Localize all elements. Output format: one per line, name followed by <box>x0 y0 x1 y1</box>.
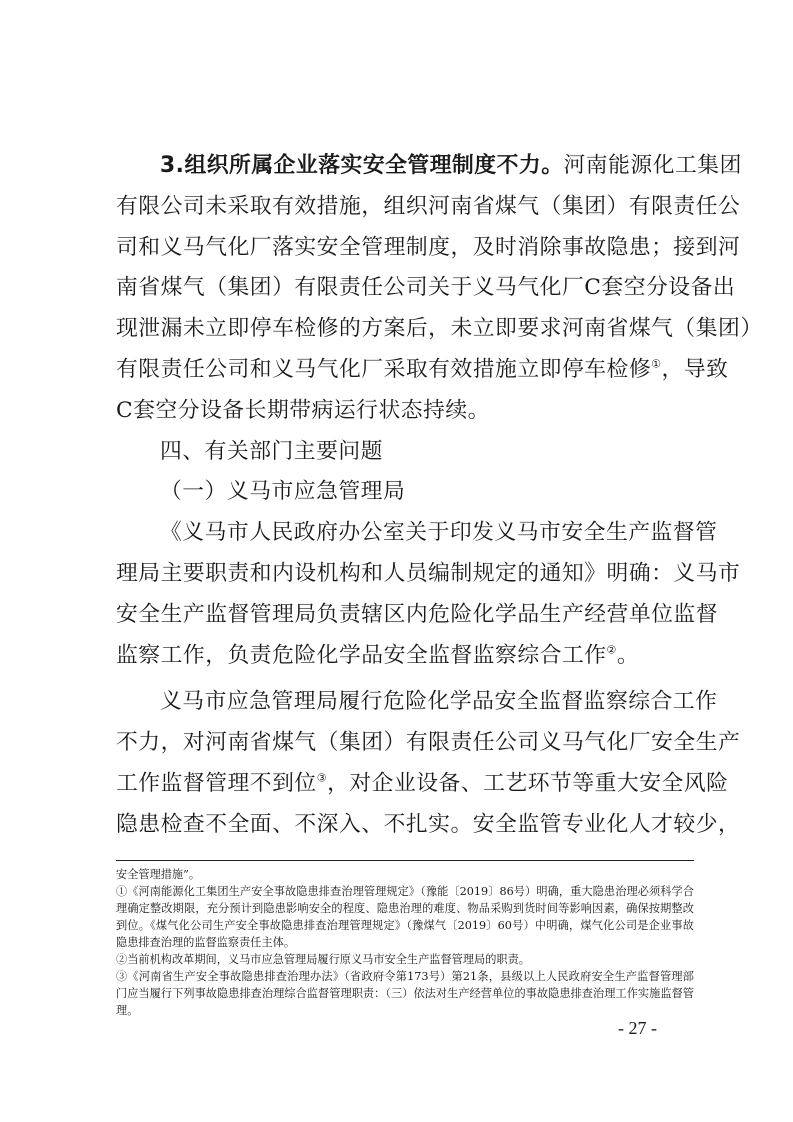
paragraph-text: 理局主要职责和内设机构和人员编制规定的通知》明确：义马市 <box>116 560 741 586</box>
paragraph-line-with-note <box>116 636 694 677</box>
section-heading: 四、有关部门主要问题 <box>160 438 383 464</box>
paragraph-text: 有限责任公司和义马气化厂采取有效措施立即停车检修 <box>116 356 652 382</box>
paragraph-text: 《义马市人民政府办公室关于印发义马市安全生产监督管 <box>160 520 718 546</box>
paragraph-text: 义马市应急管理局履行危险化学品安全监督监察综合工作 <box>160 689 718 715</box>
paragraph-text: 不力，对河南省煤气（集团）有限责任公司义马气化厂安全生产 <box>116 730 741 756</box>
subsection-heading: （一）义马市应急管理局 <box>160 479 406 505</box>
paragraph-text: 工作监督管理不到位 <box>116 770 317 796</box>
section-3-lead-heading: 3.组织所属企业落实安全管理制度不力。 <box>160 153 564 178</box>
paragraph-text: 南省煤气（集团）有限责任公司关于义马气化厂C套空分设备出 <box>116 275 736 301</box>
footnote-continuation: 安全管理措施”。 <box>116 868 201 881</box>
paragraph-text: 隐患检查不全面、不深入、不扎实。安全监管专业化人才较少， <box>116 811 741 837</box>
footnote-3: ③《河南省生产安全事故隐患排查治理办法》（省政府令第173号）第21条，县级以上人民政府安全生产监督管理部门应当履行下列事故隐患排查治理综合监督管理职责：（三）依法对生产经营单位的事故隐患排查治理工作实施监督管理。 <box>116 970 694 1017</box>
paragraph-line-with-note <box>116 350 729 391</box>
footnote-marker-1[interactable]: ① <box>651 357 662 371</box>
paragraph-text: 监察工作，负责危险化学品安全监督监察综合工作 <box>116 642 607 668</box>
paragraph-text: 河南能源化工集团 <box>563 153 742 178</box>
paragraph-text: ，导致 <box>661 356 729 382</box>
paragraph-text: 安全生产监督管理局负责辖区内危险化学品生产经营单位监督 <box>116 601 719 627</box>
paragraph-3-line-1 <box>116 146 742 187</box>
paragraph-text: ，对企业设备、工艺环节等重大安全风险 <box>327 770 729 796</box>
body-text <box>116 146 763 846</box>
footnotes <box>116 866 694 1019</box>
footnote-divider <box>116 860 694 861</box>
footnote-marker-3[interactable]: ③ <box>316 771 328 785</box>
footnote-2: ②当前机构改革期间，义马市应急管理局履行原义马市安全生产监督管理局的职责。 <box>116 953 530 966</box>
paragraph-line-with-note <box>116 764 729 805</box>
footnote-marker-2[interactable]: ② <box>606 643 617 657</box>
footnote-1: ①《河南能源化工集团生产安全事故隐患排查治理管理规定》（豫能〔2019〕86号）明确，重大隐患治理必须科学合理确定整改期限，充分预计到隐患影响安全的程度、隐患治理的难度、物品采购到货时间等影响因素，确保按期整改到位。《煤气化公司生产安全事故隐患排查治理管理规定》（豫煤气〔2019〕60号）中明确，煤气化公司是企业事故隐患排查治理的监督监察责任主体。 <box>116 885 694 949</box>
paragraph-text: 司和义马气化厂落实安全管理制度，及时消除事故隐患；接到河 <box>116 234 741 260</box>
paragraph-text: 现泄漏未立即停车检修的方案后，未立即要求河南省煤气（集团） <box>116 316 763 342</box>
paragraph-text: 。 <box>616 642 640 668</box>
paragraph-text: 有限公司未采取有效措施，组织河南省煤气（集团）有限责任公 <box>116 193 741 219</box>
page-number: - 27 - <box>618 1018 657 1038</box>
paragraph-text: C套空分设备长期带病运行状态持续。 <box>116 397 490 423</box>
